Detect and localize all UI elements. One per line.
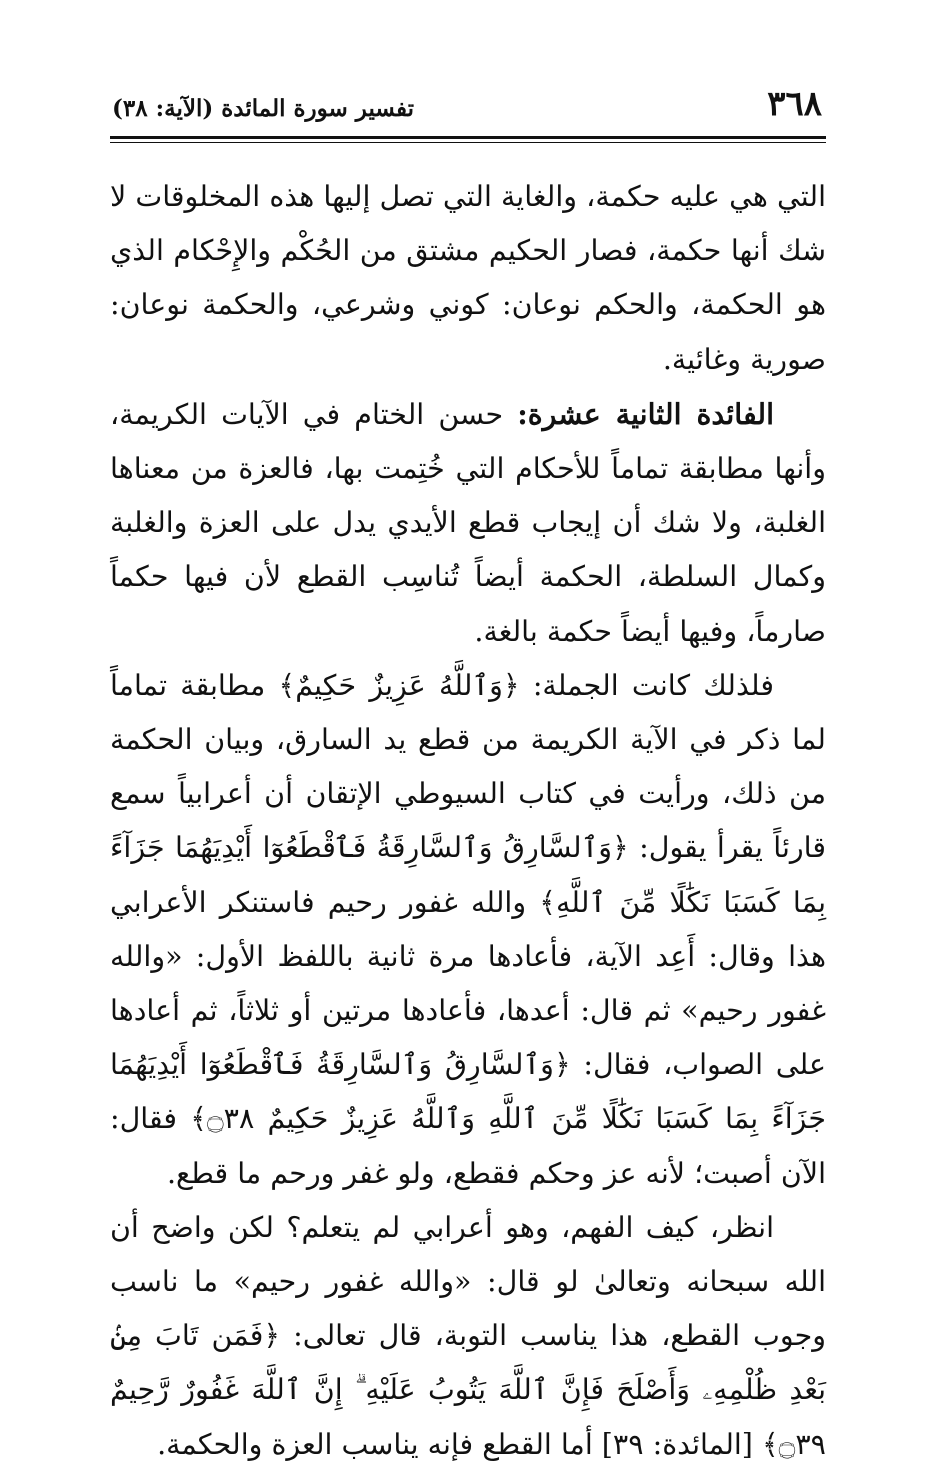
header-rule-thick	[110, 136, 826, 139]
paragraph-2-text: حسن الختام في الآيات الكريمة، وأنها مطابقة تماماً للأحكام التي خُتِمت بها، فالعزة من معناها الغلبة، ولا شك أن إيجاب قطع الأيدي يدل على العزة والغلبة وكمال السلطة، الحكمة أيضاً تُناسِب القطع لأن فيها حكماً صارماً، وفيها أيضاً حكمة بالغة.	[110, 397, 826, 648]
paragraph-3	[110, 659, 826, 1201]
running-title: تفسير سورة المائدة (الآية: ٣٨)	[112, 95, 414, 122]
paragraph-3-text: فلذلك كانت الجملة: ﴿وَٱللَّهُ عَزِيزٌ حَكِيمٌ﴾ مطابقة تماماً لما ذكر في الآية الكريمة من قطع يد السارق، وبيان الحكمة من ذلك، ورأيت في كتاب السيوطي الإتقان أن أعرابياً سمع قارئاً يقرأ يقول: ﴿وَٱلسَّارِقُ وَٱلسَّارِقَةُ فَٱقْطَعُوٓا أَيْدِيَهُمَا جَزَآءً بِمَا كَسَبَا نَكَٰلًا مِّنَ ٱللَّهِ﴾ والله غفور رحيم فاستنكر الأعرابي هذا وقال: أَعِد الآية، فأعادها مرة ثانية باللفظ الأول: «والله غفور رحيم» ثم قال: أعدها، فأعادها مرتين أو ثلاثاً، ثم أعادها على الصواب، فقال: ﴿وَٱلسَّارِقُ وَٱلسَّارِقَةُ فَٱقْطَعُوٓا أَيْدِيَهُمَا جَزَآءً بِمَا كَسَبَا نَكَٰلًا مِّنَ ٱللَّهِ وَٱللَّهُ عَزِيزٌ حَكِيمٌ ۝٣٨﴾ فقال: الآن أصبت؛ لأنه عز وحكم فقطع، ولو غفر ورحم ما قطع.	[110, 668, 826, 1190]
paragraph-4	[110, 1201, 826, 1472]
paragraph-1	[110, 170, 826, 387]
paragraph-2	[110, 387, 826, 659]
page-number: ٣٦٨	[767, 84, 822, 124]
paragraph-2-lead: الفائدة الثانية عشرة:	[517, 396, 774, 431]
paragraph-4-text: انظر، كيف الفهم، وهو أعرابي لم يتعلم؟ لكن واضح أن الله سبحانه وتعالىٰ لو قال: «والله غفور رحيم» ما ناسب وجوب القطع، هذا يناسب التوبة، قال تعالى: ﴿فَمَن تَابَ مِنۢ بَعْدِ ظُلْمِهِۦ وَأَصْلَحَ فَإِنَّ ٱللَّهَ يَتُوبُ عَلَيْهِ ۗ إِنَّ ٱللَّهَ غَفُورٌ رَّحِيمٌ ۝٣٩﴾ [المائدة: ٣٩] أما القطع فإنه يناسب العزة والحكمة.	[110, 1210, 826, 1461]
page-header	[112, 84, 822, 134]
paragraph-1-text: التي هي عليه حكمة، والغاية التي تصل إليها هذه المخلوقات لا شك أنها حكمة، فصار الحكيم مشتق من الحُكْم والإِحْكام الذي هو الحكمة، والحكم نوعان: كوني وشرعي، والحكمة نوعان: صورية وغائية.	[110, 180, 826, 376]
body-text	[110, 170, 826, 1472]
header-rule-thin	[110, 142, 826, 143]
